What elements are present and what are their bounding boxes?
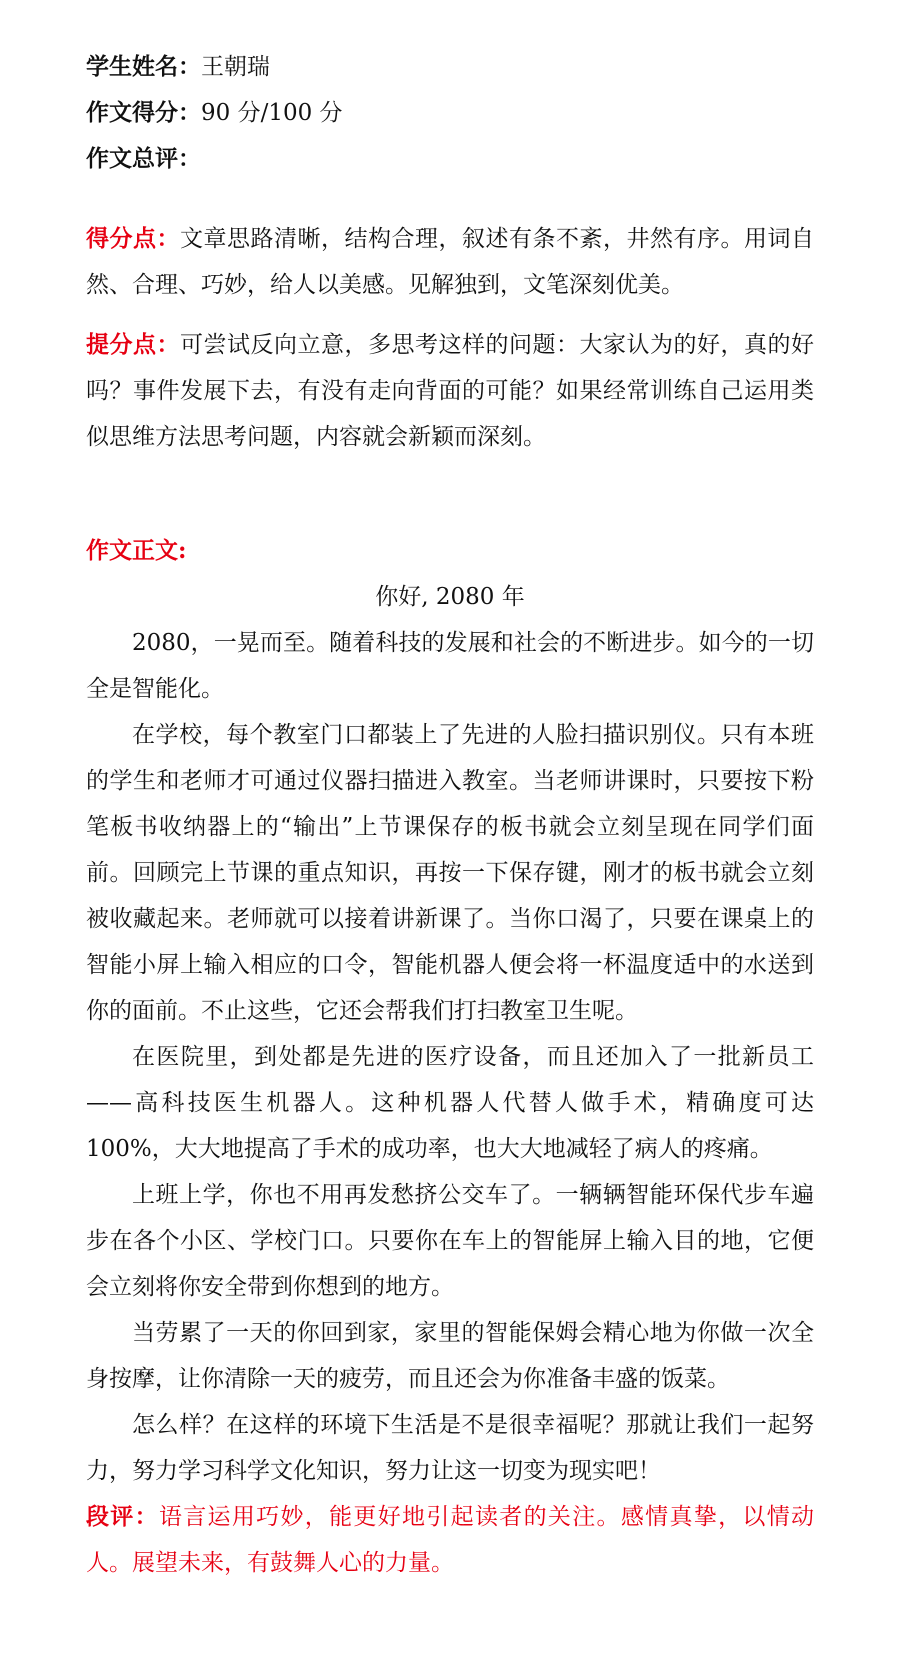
score-line — [86, 90, 814, 136]
essay-paragraph-3: 在医院里，到处都是先进的医疗设备，而且还加入了一批新员工——高科技医生机器人。这种机器人代替人做手术，精确度可达 100%，大大地提高了手术的成功率，也大大地减轻了病人的疼痛。 — [86, 1044, 814, 1162]
improvement-text: 可尝试反向立意，多思考这样的问题：大家认为的好，真的好吗？事件发展下去，有没有走向背面的可能？如果经常训练自己运用类似思维方法思考问题，内容就会新颖而深刻。 — [86, 332, 814, 450]
essay-paragraph-5: 当劳累了一天的你回到家，家里的智能保姆会精心地为你做一次全身按摩，让你清除一天的疲劳，而且还会为你准备丰盛的饭菜。 — [86, 1320, 814, 1392]
improvement-review — [86, 322, 814, 460]
paragraph-review-label: 段评： — [86, 1503, 159, 1530]
strengths-review — [86, 216, 814, 308]
essay-section-heading — [86, 528, 814, 574]
essay-paragraph-1: 2080，一晃而至。随着科技的发展和社会的不断进步。如今的一切全是智能化。 — [86, 630, 814, 702]
paragraph-review-text: 语言运用巧妙，能更好地引起读者的关注。感情真挚，以情动人。展望未来，有鼓舞人心的力量。 — [86, 1504, 815, 1576]
strengths-text: 文章思路清晰，结构合理，叙述有条不紊，井然有序。用词自然、合理、巧妙，给人以美感。见解独到，文笔深刻优美。 — [86, 226, 814, 298]
essay-paragraph-6: 怎么样？在这样的环境下生活是不是很幸福呢？那就让我们一起努力，努力学习科学文化知识，努力让这一切变为现实吧！ — [86, 1412, 814, 1484]
paragraph-review — [86, 1494, 814, 1586]
overall-review-line — [86, 136, 814, 182]
essay-paragraph-4: 上班上学，你也不用再发愁挤公交车了。一辆辆智能环保代步车遍步在各个小区、学校门口。只要你在车上的智能屏上输入目的地，它便会立刻将你安全带到你想到的地方。 — [86, 1182, 814, 1300]
essay-title-text: 你好, 2080 年 — [375, 584, 525, 610]
essay-paragraph-2: 在学校，每个教室门口都装上了先进的人脸扫描识别仪。只有本班的学生和老师才可通过仪器扫描进入教室。当老师讲课时，只要按下粉笔板书收纳器上的“输出”上节课保存的板书就会立刻呈现在同学们面前。回顾完上节课的重点知识，再按一下保存键，刚才的板书就会立刻被收藏起来。老师就可以接着讲新课了。当你口渴了，只要在课桌上的智能小屏上输入相应的口令，智能机器人便会将一杯温度适中的水送到你的面前。不止这些，它还会帮我们打扫教室卫生呢。 — [86, 722, 814, 1024]
student-name-label: 学生姓名： — [86, 53, 201, 80]
improvement-label: 提分点： — [86, 331, 180, 358]
student-name-value: 王朝瑞 — [201, 54, 270, 80]
essay-section-label: 作文正文: — [86, 537, 187, 564]
student-name-line — [86, 44, 814, 90]
strengths-label: 得分点： — [86, 225, 180, 252]
score-value: 90 分/100 分 — [201, 100, 343, 126]
essay-review-document — [86, 44, 814, 1586]
score-label: 作文得分： — [86, 99, 201, 126]
overall-review-label: 作文总评： — [86, 145, 201, 172]
essay-title — [86, 574, 814, 620]
